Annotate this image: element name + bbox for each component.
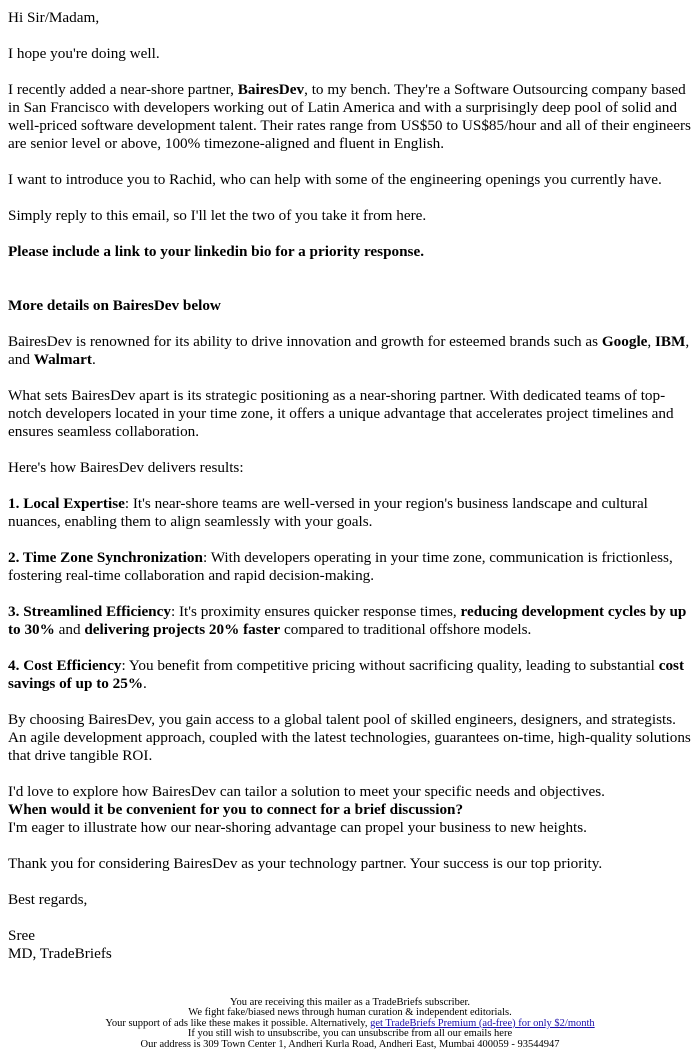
intro-paragraph: I recently added a near-shore partner, BairesDev, to my bench. They're a Software Outsourcing company based in San Francisco with developers working out of Latin America and with a surprisingly deep pool of solid and well-priced software development talent. Their rates range from US$50 to US$85/hour and all of their engineers are senior level or above, 100% timezone-aligned and fluent in English. xyxy=(8,81,691,152)
renowned-paragraph: BairesDev is renowned for its ability to drive innovation and growth for esteemed brands such as Google, IBM, and Walmart. xyxy=(8,333,690,368)
point-streamlined-efficiency: 3. Streamlined Efficiency: It's proximity ensures quicker response times, reducing development cycles by up to 30% and delivering projects 20% faster compared to traditional offshore models. xyxy=(8,603,687,638)
unsubscribe-line: If you still wish to unsubscribe, you can unsubscribe from all our emails here xyxy=(187,1028,513,1040)
regards: Best regards, xyxy=(8,891,88,908)
brand-google: Google xyxy=(601,333,648,350)
signature-name: Sree xyxy=(8,927,35,944)
details-heading: More details on BairesDev below xyxy=(8,297,221,314)
spacer xyxy=(8,279,694,297)
brand-ibm: IBM xyxy=(655,333,686,350)
sets-apart-paragraph: What sets BairesDev apart is its strategic positioning as a near-shoring partner. With dedicated teams of top-notch developers located in your time zone, it offers a unique advantage that accelerates project timelines and ensures seamless collaboration. xyxy=(8,387,674,440)
reply-paragraph: Simply reply to this email, so I'll let the two of you take it from here. xyxy=(8,207,427,224)
discussion-question: When would it be convenient for you to connect for a brief discussion? xyxy=(8,801,464,818)
footer-address: Our address is 309 Town Center 1, Andheri Kurla Road, Andheri East, Mumbai 400059 - 93544947 xyxy=(140,1038,560,1050)
signature-title: MD, TradeBriefs xyxy=(8,945,112,962)
point-time-zone: 2. Time Zone Synchronization: With developers operating in your time zone, communication is frictionless, fostering real-time collaboration and rapid decision-making. xyxy=(8,549,673,584)
choosing-paragraph: By choosing BairesDev, you gain access to a global talent pool of skilled engineers, designers, and strategists. An agile development approach, coupled with the latest technologies, guarantees on-time, high-quality solutions that drive tangible ROI. xyxy=(8,711,691,764)
point-cost-efficiency: 4. Cost Efficiency: You benefit from competitive pricing without sacrificing quality, leading to substantial cost savings of up to 25%. xyxy=(8,657,685,692)
explore-paragraph: I'd love to explore how BairesDev can tailor a solution to meet your specific needs and objectives. When would it be convenient for you to connect for a brief discussion? I'm eager to illustrate how our near-shoring advantage can propel your business to new heights. xyxy=(8,783,605,836)
how-paragraph: Here's how BairesDev delivers results: xyxy=(8,459,244,476)
greeting: Hi Sir/Madam, xyxy=(8,9,100,26)
thanks-paragraph: Thank you for considering BairesDev as your technology partner. Your success is our top priority. xyxy=(8,855,603,872)
email-body xyxy=(8,0,694,981)
linkedin-request: Please include a link to your linkedin bio for a priority response. xyxy=(8,243,425,260)
point-local-expertise: 1. Local Expertise: It's near-shore teams are well-versed in your region's business landscape and cultural nuances, enabling them to align seamlessly with your goals. xyxy=(8,495,648,530)
hope-paragraph: I hope you're doing well. xyxy=(8,45,160,62)
footer-line: You are receiving this mailer as a TradeBriefs subscriber. xyxy=(229,997,471,1008)
premium-link[interactable]: get TradeBriefs Premium (ad-free) for only $2/month xyxy=(370,1017,595,1029)
company-name: BairesDev xyxy=(237,81,305,98)
introduce-paragraph: I want to introduce you to Rachid, who can help with some of the engineering openings you currently have. xyxy=(8,171,662,188)
footer xyxy=(0,998,700,1050)
footer-line: Your support of ads like these makes it possible. Alternatively, get TradeBriefs Premium (ad-free) for only $2/month xyxy=(105,1017,595,1029)
signature xyxy=(8,927,694,963)
brand-walmart: Walmart xyxy=(33,351,92,368)
footer-line: We fight fake/biased news through human curation & independent editorials. xyxy=(188,1007,512,1019)
